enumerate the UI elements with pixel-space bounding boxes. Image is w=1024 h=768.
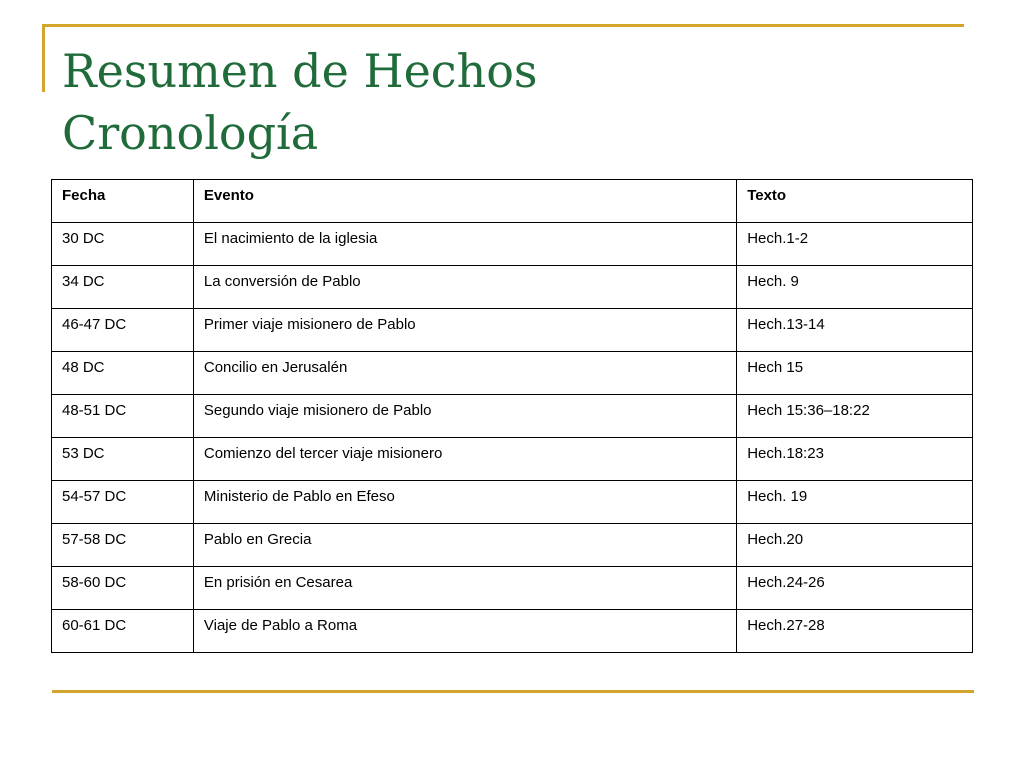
table-row [52,481,973,524]
table-row [52,266,973,309]
cell-fecha: 54-57 DC [52,481,194,524]
header-evento: Evento [193,180,736,223]
cell-fecha: 60-61 DC [52,610,194,653]
cell-evento: Segundo viaje misionero de Pablo [193,395,736,438]
cell-texto: Hech 15 [737,352,973,395]
accent-rule-top [42,24,964,27]
cell-fecha: 30 DC [52,223,194,266]
cell-fecha: 48 DC [52,352,194,395]
cell-texto: Hech.1-2 [737,223,973,266]
table-row [52,438,973,481]
table-row [52,352,973,395]
cell-texto: Hech.27-28 [737,610,973,653]
cell-fecha: 34 DC [52,266,194,309]
cell-texto: Hech.20 [737,524,973,567]
cell-evento: El nacimiento de la iglesia [193,223,736,266]
header-texto: Texto [737,180,973,223]
cell-fecha: 53 DC [52,438,194,481]
cell-texto: Hech. 19 [737,481,973,524]
slide-title-line-1: Resumen de Hechos [62,44,538,98]
cell-evento: Viaje de Pablo a Roma [193,610,736,653]
cell-texto: Hech.18:23 [737,438,973,481]
cell-fecha: 46-47 DC [52,309,194,352]
accent-rule-bottom [52,690,974,693]
cell-evento: En prisión en Cesarea [193,567,736,610]
table-row [52,567,973,610]
cell-texto: Hech.13-14 [737,309,973,352]
table-row [52,309,973,352]
table-row [52,524,973,567]
table-row [52,223,973,266]
cell-evento: Comienzo del tercer viaje misionero [193,438,736,481]
slide-title-line-2: Cronología [62,106,319,160]
cell-evento: La conversión de Pablo [193,266,736,309]
cell-fecha: 48-51 DC [52,395,194,438]
cell-fecha: 57-58 DC [52,524,194,567]
header-fecha: Fecha [52,180,194,223]
cell-texto: Hech.24-26 [737,567,973,610]
accent-rule-left [42,24,45,92]
cell-evento: Ministerio de Pablo en Efeso [193,481,736,524]
table-row [52,395,973,438]
cell-texto: Hech 15:36–18:22 [737,395,973,438]
table-header-row [52,180,973,223]
cell-evento: Concilio en Jerusalén [193,352,736,395]
cell-evento: Primer viaje misionero de Pablo [193,309,736,352]
cell-texto: Hech. 9 [737,266,973,309]
table-row [52,610,973,653]
slide-title [62,40,538,164]
chronology-table [51,179,973,653]
cell-evento: Pablo en Grecia [193,524,736,567]
cell-fecha: 58-60 DC [52,567,194,610]
